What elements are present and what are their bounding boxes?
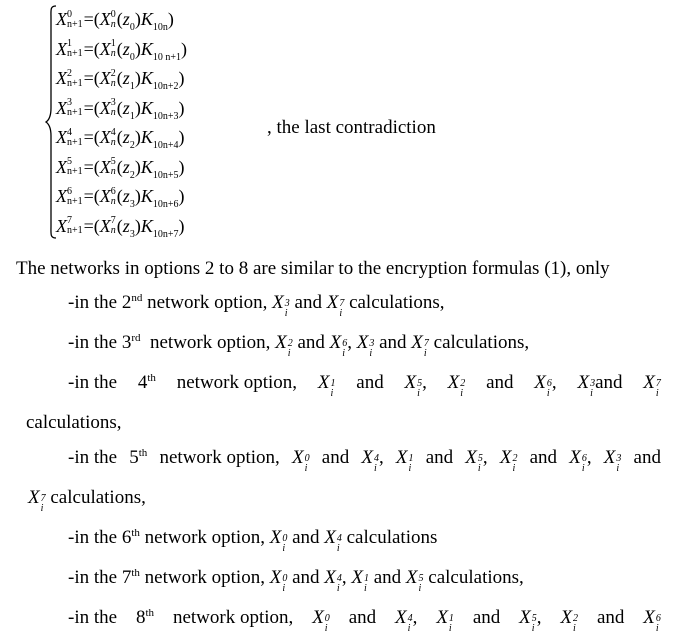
text: and [595,372,623,393]
text: and [472,607,501,628]
text: network option, [159,447,280,468]
math-var: X 2 i [560,607,579,634]
dash: - [68,332,75,353]
ordinal-suffix: th [147,372,156,384]
option-number: 3 [121,332,132,353]
math-var: X 5 i [405,567,424,594]
ordinal-suffix: th [145,607,155,619]
text: network option, [144,527,265,548]
math-var: X 1 i [351,567,369,594]
ordinal-suffix: th [138,447,148,459]
text: network option, [150,332,271,353]
option-number: 8 [135,607,146,628]
text: and [596,607,625,628]
text: network option, [176,372,298,393]
option-3-line: -in the 3rd network option, X 2 i and X 6 i , X 3 i and X 7 i calculations, [68,332,530,359]
text: in the [74,372,118,393]
text: and [379,332,407,353]
text: and [486,372,514,393]
text: and [425,447,454,468]
ordinal-suffix: rd [131,332,141,344]
text: in the [74,332,118,353]
equation-line: X 0 n+1 =(X 0 n $(z_0)K_{10n}$) [56,8,174,33]
text: calculations, [428,567,524,588]
text: in the [74,567,118,588]
math-var: X 0 i [269,527,288,554]
option-2-line [68,290,445,321]
option-5-continuation [28,485,146,516]
text: in the [74,607,118,628]
text: calculations, [433,332,530,353]
text: calculations, [50,487,146,508]
equation-line: X 6 n+1 =(X 6 n $(z_3)K_{10n+6}$) [56,185,185,210]
math-var: X 5 i [404,372,423,399]
math-var: X 7 i [28,487,46,514]
math-var: X 2 i [275,332,293,359]
text: and [292,567,320,588]
dash: - [68,447,75,468]
equation-line: X 7 n+1 =(X 7 n $(z_3)K_{10n+7}$) [56,215,185,240]
math-var: X 0 i [291,447,310,474]
text: and [292,527,320,548]
math-var: X 4 i [395,607,413,634]
option-4-line: -in the 4th network option, X 1 i and X 5 i , X 2 i and X 6 i , X 3 i and X 7 i [68,372,661,399]
math-var: X 0 i [269,567,288,594]
text: in the [74,527,118,548]
option-6-line [68,525,437,556]
text: and [529,447,558,468]
math-var: X 5 i [519,607,537,634]
math-var: X 3 i [272,292,290,319]
dash: - [68,292,75,313]
equation-line: X 4 n+1 =(X 4 n $(z_2)K_{10n+4}$) [56,126,185,151]
text: and [356,372,384,393]
math-var: X 4 i [361,447,379,474]
text: network option, [172,607,294,628]
dash: - [68,567,75,588]
math-var: X 7 i [643,372,661,399]
option-7-line: -in the 7th network option, X 0 i and X 4 i , X 1 i and X 5 i calculations, [68,567,524,594]
math-var: X 7 i [411,332,429,359]
dash: - [68,527,75,548]
math-var: X 4 i [324,567,342,594]
equation-suffix: , the last contradiction [267,117,436,138]
math-var: X 5 i [465,447,483,474]
equation-line: X 1 n+1 =(X 1 n $(z_0)K_{10 n+1}$) [56,38,187,63]
math-var: X 1 i [395,447,414,474]
text: network option, [147,292,268,313]
math-var: X 6 i [643,607,661,634]
equation-system [45,4,436,240]
option-number: 2 [121,292,132,313]
text: in the [74,292,118,313]
dash: - [68,607,75,628]
text: and [348,607,377,628]
ordinal-suffix: th [131,567,140,579]
math-var: X 3 i [603,447,622,474]
math-var: X 3 i [356,332,375,359]
option-number: 6 [121,527,132,548]
math-var: X 1 i [317,372,336,399]
text: in the [74,447,118,468]
math-var: X 6 i [534,372,552,399]
math-var: X 4 i [324,527,342,554]
text: calculations, [349,292,445,313]
option-number: 4 [137,372,148,393]
text: and [294,292,322,313]
equation-line: X 3 n+1 =(X 3 n $(z_1)K_{10n+3}$) [56,97,185,122]
option-number: 5 [129,447,139,468]
text: network option, [144,567,265,588]
equation-line: X 5 n+1 =(X 5 n $(z_2)K_{10n+5}$) [56,156,185,181]
math-var: X 2 i [499,447,518,474]
math-var: X 0 i [312,607,330,634]
math-var: X 2 i [447,372,466,399]
text: and [297,332,325,353]
math-var: X 6 i [329,332,348,359]
math-var: X 6 i [569,447,587,474]
equation-line: X 2 n+1 =(X 2 n $(z_1)K_{10n+2}$) [56,67,185,92]
math-var: X 7 i [326,292,345,319]
math-var: X 1 i [436,607,454,634]
math-var: X 3 i [577,372,596,399]
option-8-line: -in the 8th network option, X 0 i and X 4 i , X 1 i and X 5 i , X 2 i and X 6 i [68,607,661,634]
text: and [321,447,350,468]
text: and [633,447,661,468]
option-number: 7 [121,567,132,588]
ordinal-suffix: nd [131,292,143,304]
text: and [373,567,402,588]
intro-paragraph: The networks in options 2 to 8 are similar to the encryption formulas (1), only [16,258,610,279]
dash: - [68,372,75,393]
ordinal-suffix: th [131,527,140,539]
option-5-line: -in the 5th network option, X 0 i and X 4 i , X 1 i and X 5 i , X 2 i and X 6 i , X 3 i and [68,447,661,474]
option-4-continuation: calculations, [26,412,122,433]
text: calculations [346,527,438,548]
